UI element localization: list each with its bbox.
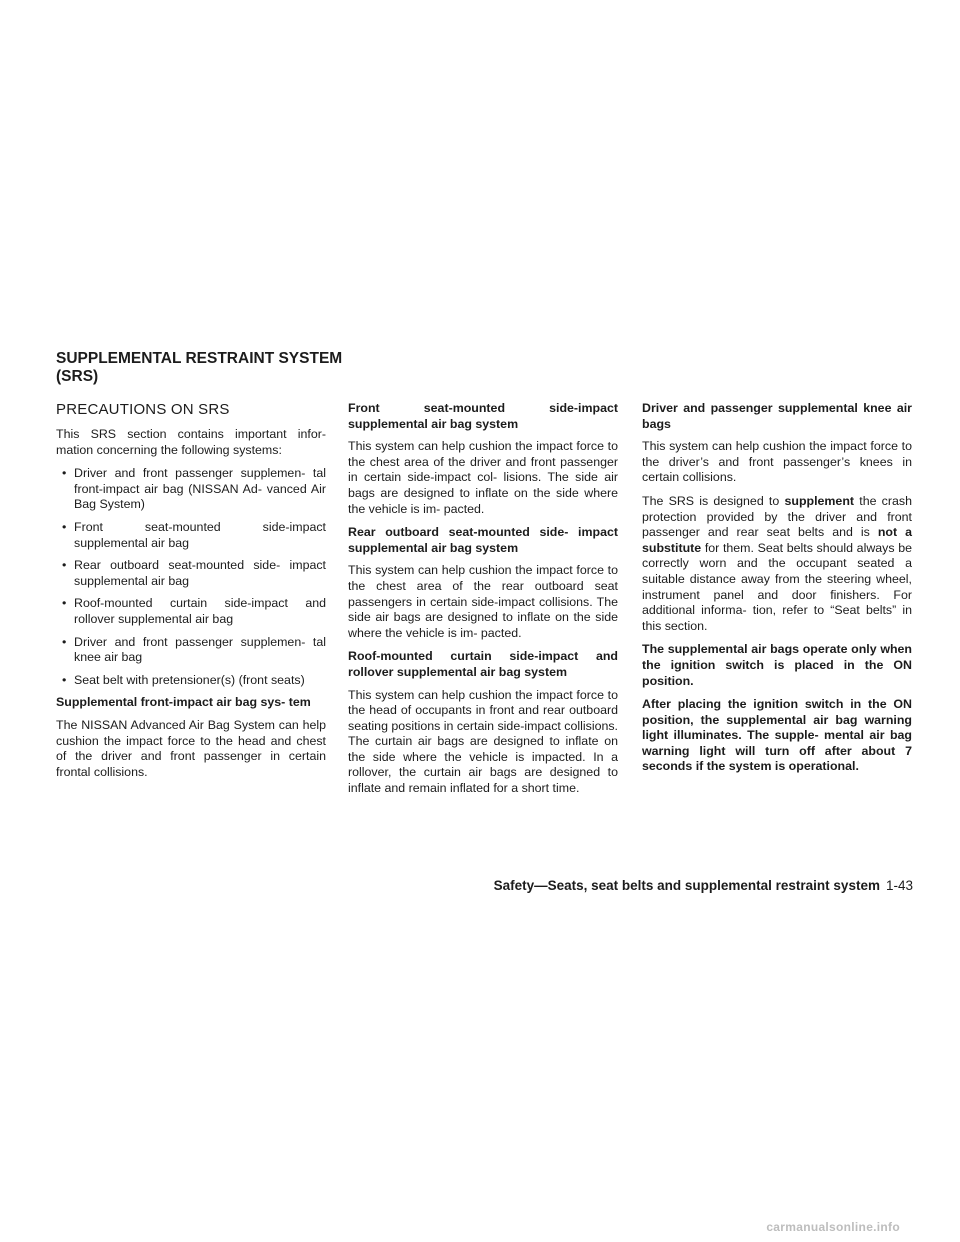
curtain-airbag-heading: Roof-mounted curtain side-impact and rollover supplemental air bag system [348,649,618,679]
warning-light-paragraph: After placing the ignition switch in the ON position, the supplemental air bag warning light illuminates. The supple- mental air bag warning light will turn off after about 7 seconds if the system is operational. [642,697,912,774]
front-side-impact-heading: Front seat-mounted side-impact supplemental air bag system [348,401,618,431]
bullet-icon: • [62,466,67,481]
list-item: • Roof-mounted curtain side-impact and rollover supplemental air bag [62,596,326,626]
page-footer [494,878,913,893]
section-title: SUPPLEMENTAL RESTRAINT SYSTEM (SRS) [56,350,343,385]
knee-airbag-heading: Driver and passenger supplemental knee air bags [642,401,912,431]
precautions-heading: PRECAUTIONS ON SRS [56,401,230,418]
rear-side-impact-paragraph: This system can help cushion the impact force to the chest area of the rear outboard seat passengers in certain side-impact collisions. The side air bags are designed to inflate on the side where the vehicle is im- pacted. [348,563,618,640]
bullet-icon: • [62,596,67,611]
page-number: 1-43 [885,878,913,893]
bullet-icon: • [62,672,67,687]
list-item: • Driver and front passenger supplemen- tal knee air bag [62,634,326,665]
column-1 [56,401,326,788]
bullet-icon: • [62,558,67,573]
rear-side-impact-heading: Rear outboard seat-mounted side- impact supplemental air bag system [348,525,618,555]
front-side-impact-paragraph: This system can help cushion the impact force to the chest area of the driver and front passenger in certain side-impact col- lisions. The side air bags are designed to inflate on the side where the vehicle is im- pacted. [348,439,618,516]
intro-paragraph: This SRS section contains important infor- mation concerning the following systems: [56,427,326,457]
column-3 [642,401,912,783]
front-impact-subheading: Supplemental front-impact air bag sys- tem [56,695,311,710]
footer-chapter-title: Safety—Seats, seat belts and supplemental restraint system [493,878,880,893]
column-2 [348,401,618,805]
srs-supplement-paragraph: The SRS is designed to supplement the crash protection provided by the driver and front passenger and rear seat belts and is not a substitute for them. Seat belts should always be correctly worn and the occupant seated a suitable distance away from the steering wheel, instrument panel and door finishers. For additional informa- tion, refer to “Seat belts” in this section. [642,493,912,633]
knee-airbag-paragraph: This system can help cushion the impact force to the driver’s and front passenger’s knees in certain collisions. [642,439,912,485]
list-item: • Seat belt with pretensioner(s) (front seats) [62,672,305,687]
bullet-icon: • [62,519,67,534]
systems-list [56,466,326,688]
ignition-note-paragraph: The supplemental air bags operate only when the ignition switch is placed in the ON position. [642,642,912,688]
list-item: • Front seat-mounted side-impact supplemental air bag [62,519,326,550]
watermark: carmanualsonline.info [766,1220,900,1234]
list-item: • Driver and front passenger supplemen- tal front-impact air bag (NISSAN Ad- vanced Air Bag System) [62,466,326,512]
bullet-icon: • [62,634,67,649]
list-item: • Rear outboard seat-mounted side- impact supplemental air bag [62,558,326,588]
curtain-airbag-paragraph: This system can help cushion the impact force to the head of occupants in front and rear outboard seating positions in certain side-impact collisions. The curtain air bags are designed to inflate on the side where the vehicle is impacted. In a rollover, the curtain air bags are designed to inflate and remain inflated for a short time. [348,687,618,796]
front-impact-paragraph: The NISSAN Advanced Air Bag System can help cushion the impact force to the head and chest of the driver and front passenger in certain frontal collisions. [56,717,326,779]
